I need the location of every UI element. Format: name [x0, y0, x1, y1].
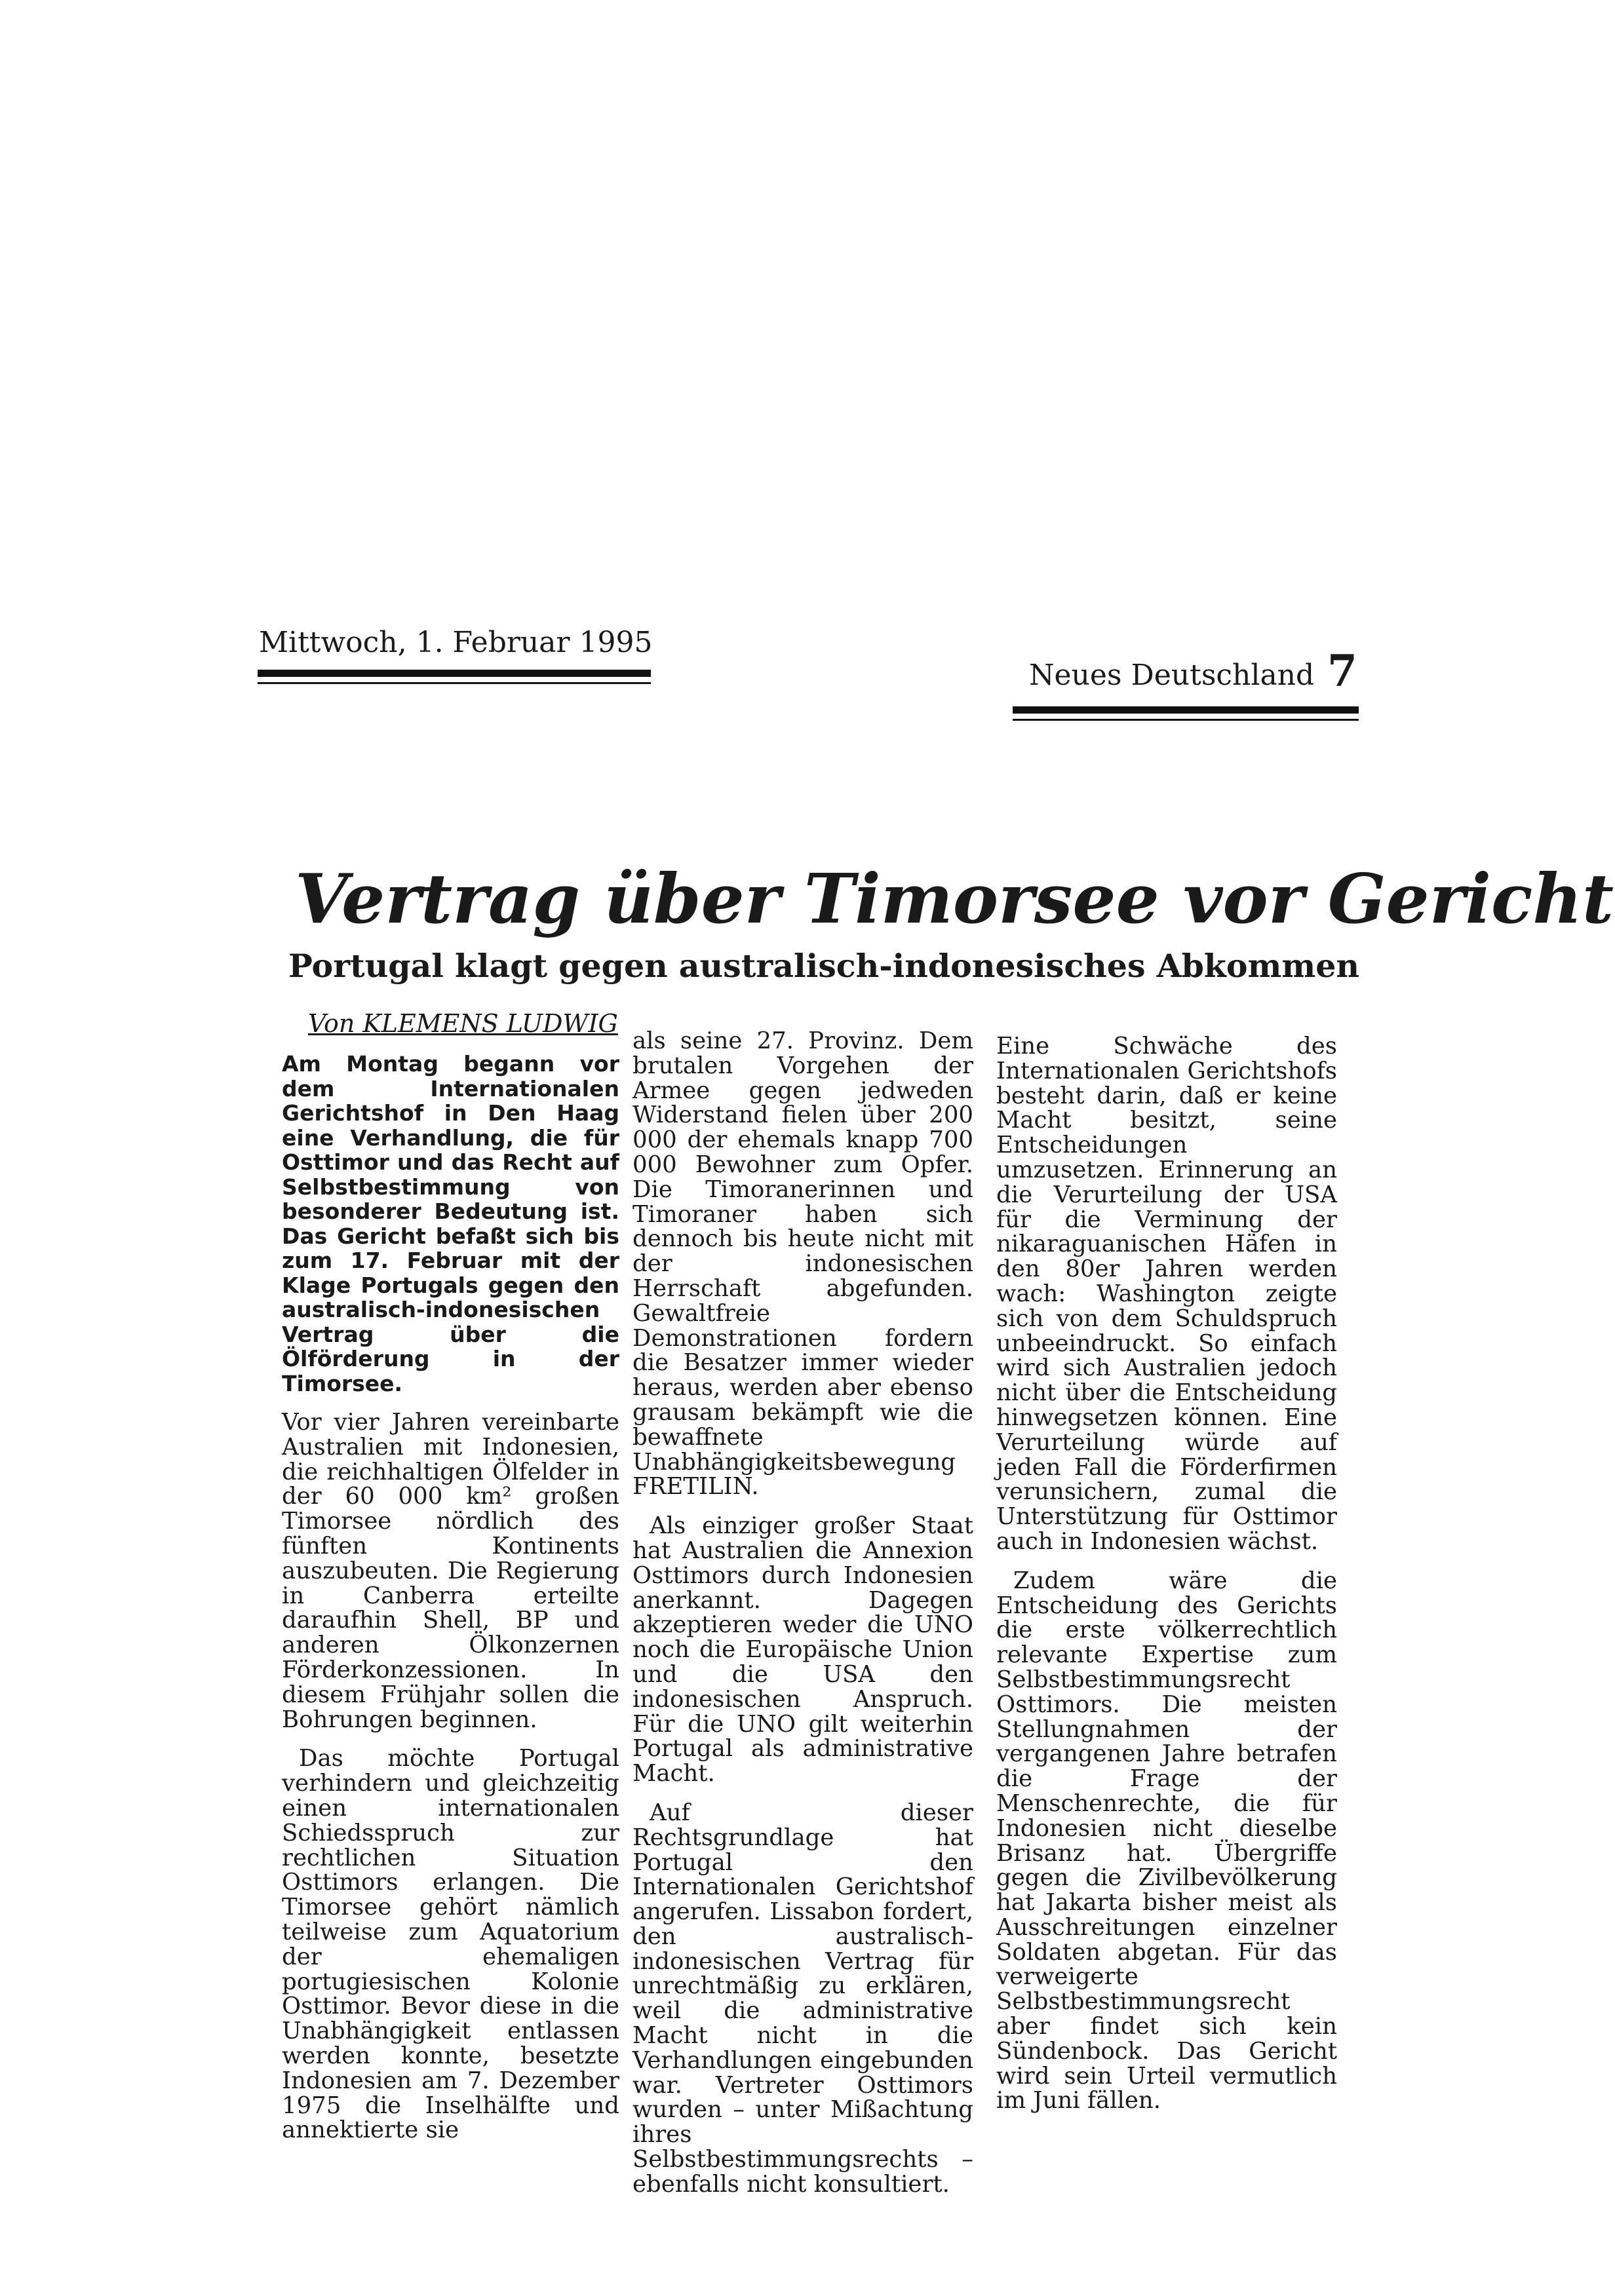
- article-lead: Am Montag begann vor dem Internationalen Gerichtshof in Den Haag eine Verhandlung, die für Osttimor und das Recht auf Selbstbestimmung von besonderer Bedeutung ist. Das Gericht befaßt sich bis zum 17. Februar mit der Klage Portugals gegen den australisch-indonesischen Vertrag über die Ölförderung in der Timorsee.: [282, 1051, 619, 1396]
- article-byline: Von KLEMENS LUDWIG: [308, 1009, 618, 1038]
- article-column-1: [282, 1052, 619, 2157]
- header-rule-right-thin: [1013, 719, 1359, 721]
- article-column-2: [632, 1029, 973, 2211]
- header-rule-right: [1013, 706, 1359, 714]
- article-paragraph: als seine 27. Provinz. Dem brutalen Vorgehen der Armee gegen jedweden Widerstand fielen über 200 000 der ehemals knapp 700 000 Bewohner zum Opfer. Die Timoranerinnen und Timoraner haben sich dennoch bis heute nicht mit der indonesischen Herrschaft abgefunden. Gewaltfreie Demonstrationen fordern die Besatzer immer wieder heraus, werden aber ebenso grausam bekämpft wie die bewaffnete Unabhängigkeitsbewegung FRETILIN.: [632, 1027, 973, 1501]
- page-number: 7: [1327, 645, 1357, 697]
- header-rule-left: [258, 670, 651, 677]
- newspaper-name: Neues Deutschland: [1029, 659, 1315, 692]
- article-paragraph: Auf dieser Rechtsgrundlage hat Portugal den Internationalen Gerichtshof angerufen. Lissabon fordert, den australisch-indonesischen Vertrag für unrechtmäßig zu erklären, weil die administrative Macht nicht in die Verhandlungen eingebunden war. Vertreter Osttimors wurden – unter Mißachtung ihres Selbstbestimmungsrechts – ebenfalls nicht konsultiert.: [632, 1799, 973, 2198]
- article-paragraph: Vor vier Jahren vereinbarte Australien mit Indonesien, die reichhaltigen Ölfelder in der 60 000 km² großen Timorsee nördlich des fünften Kontinents auszubeuten. Die Regierung in Canberra erteilte daraufhin Shell, BP und anderen Ölkonzernen Förderkonzessionen. In diesem Frühjahr sollen die Bohrungen beginnen.: [282, 1409, 619, 1733]
- article-paragraph: Eine Schwäche des Internationalen Gerichtshofs besteht darin, daß er keine Macht besitzt, seine Entscheidungen umzusetzen. Erinnerung an die Verurteilung der USA für die Verminung der nikaraguanischen Häfen in den 80er Jahren werden wach: Washington zeigte sich von dem Schuldspruch unbeeindruckt. So einfach wird sich Australien jedoch nicht über die Entscheidung hinwegsetzen können. Eine Verurteilung würde auf jeden Fall die Förderfirmen verunsichern, zumal die Unterstützung für Osttimor auch in Indonesien wächst.: [996, 1033, 1337, 1555]
- article-column-3: [996, 1034, 1337, 2128]
- article-headline: Vertrag über Timorsee vor Gericht: [295, 858, 1614, 939]
- issue-date: Mittwoch, 1. Februar 1995: [259, 626, 653, 659]
- header-rule-left-thin: [258, 682, 651, 684]
- article-paragraph: Zudem wäre die Entscheidung des Gerichts die erste völkerrechtlich relevante Expertise zum Selbstbestimmungsrecht Osttimors. Die meisten Stellungnahmen der vergangenen Jahre betrafen die Frage der Menschenrechte, die für Indonesien nicht dieselbe Brisanz hat. Übergriffe gegen die Zivilbevölkerung hat Jakarta bisher meist als Ausschreitungen einzelner Soldaten abgetan. Für das verweigerte Selbstbestimmungsrecht aber findet sich kein Sündenbock. Das Gericht wird sein Urteil vermutlich im Juni fällen.: [996, 1567, 1337, 2114]
- article-paragraph: Das möchte Portugal verhindern und gleichzeitig einen internationalen Schiedsspruch zur rechtlichen Situation Osttimors erlangen. Die Timorsee gehört nämlich teilweise zum Aquatorium der ehemaligen portugiesischen Kolonie Osttimor. Bevor diese in die Unabhängigkeit entlassen werden konnte, besetzte Indonesien am 7. Dezember 1975 die Inselhälfte und annektierte sie: [282, 1745, 619, 2144]
- article-subheadline: Portugal klagt gegen australisch-indonesisches Abkommen: [288, 947, 1360, 985]
- article-paragraph: Als einziger großer Staat hat Australien die Annexion Osttimors durch Indonesien anerkannt. Dagegen akzeptieren weder die UNO noch die Europäische Union und die USA den indonesischen Anspruch. Für die UNO gilt weiterhin Portugal als administrative Macht.: [632, 1512, 973, 1788]
